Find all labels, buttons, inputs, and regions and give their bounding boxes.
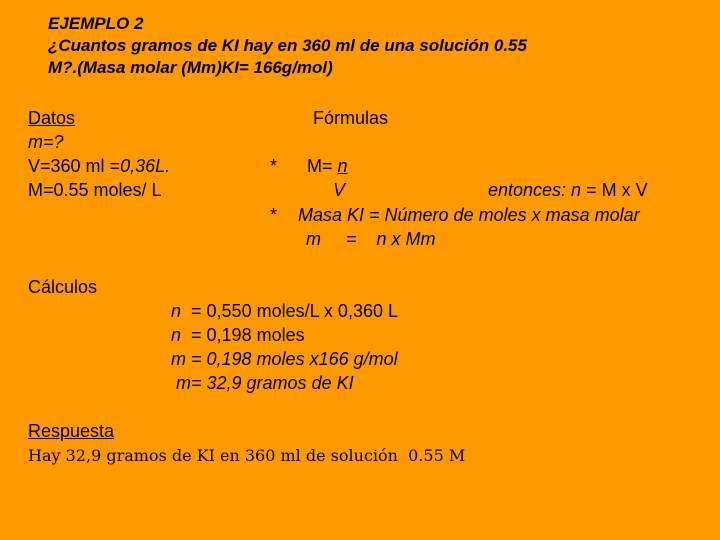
respuesta-heading: Respuesta bbox=[28, 421, 115, 441]
formula-bullet-1: * bbox=[270, 156, 278, 176]
calculo-line-2-rest: = 0,198 moles bbox=[181, 325, 305, 345]
example-title bbox=[48, 13, 527, 79]
masa-formula: Masa KI = Número de moles x masa molar bbox=[298, 205, 640, 225]
entonces-label: entonces: n bbox=[488, 180, 582, 200]
calculo-line-4: m= 32,9 gramos de KI bbox=[176, 373, 354, 393]
calculo-line-1-var: n bbox=[171, 301, 182, 321]
respuesta-text: Hay 32,9 gramos de KI en 360 ml de solución 0.55 M bbox=[28, 446, 466, 465]
title-line-2: ¿Cuantos gramos de KI hay en 360 ml de una solución 0.55 bbox=[48, 36, 527, 55]
mass-equation: m = n x Mm bbox=[306, 229, 436, 249]
datos-volume-prefix: V=360 ml = bbox=[28, 156, 121, 176]
formulas-heading: Fórmulas bbox=[313, 108, 389, 128]
datos-heading: Datos bbox=[28, 108, 76, 128]
datos-volume bbox=[28, 155, 170, 177]
entonces-rest: = M x V bbox=[581, 180, 648, 200]
title-line-3: M?.(Masa molar (Mm)KI= 166g/mol) bbox=[48, 58, 333, 77]
title-line-1: EJEMPLO 2 bbox=[48, 14, 144, 33]
calculo-line-2-var: n bbox=[171, 325, 182, 345]
datos-volume-liters: 0,36L. bbox=[120, 156, 171, 176]
formula-bullet-2: * bbox=[270, 205, 278, 225]
molarity-formula-denominator: V bbox=[333, 180, 346, 200]
molarity-formula-label: M= bbox=[307, 156, 338, 176]
calculo-line-1-rest: = 0,550 moles/L x 0,360 L bbox=[181, 301, 398, 321]
calculos-heading: Cálculos bbox=[28, 277, 98, 297]
molarity-formula-numerator bbox=[307, 155, 348, 177]
entonces-formula bbox=[488, 179, 648, 201]
molarity-formula-n: n bbox=[337, 156, 348, 176]
datos-molarity: M=0.55 moles/ L bbox=[28, 180, 162, 200]
datos-mass-unknown: m=? bbox=[28, 132, 64, 152]
calculo-line-1 bbox=[171, 300, 398, 322]
calculo-line-2 bbox=[171, 324, 305, 346]
calculo-line-3: m = 0,198 moles x166 g/mol bbox=[171, 349, 398, 369]
